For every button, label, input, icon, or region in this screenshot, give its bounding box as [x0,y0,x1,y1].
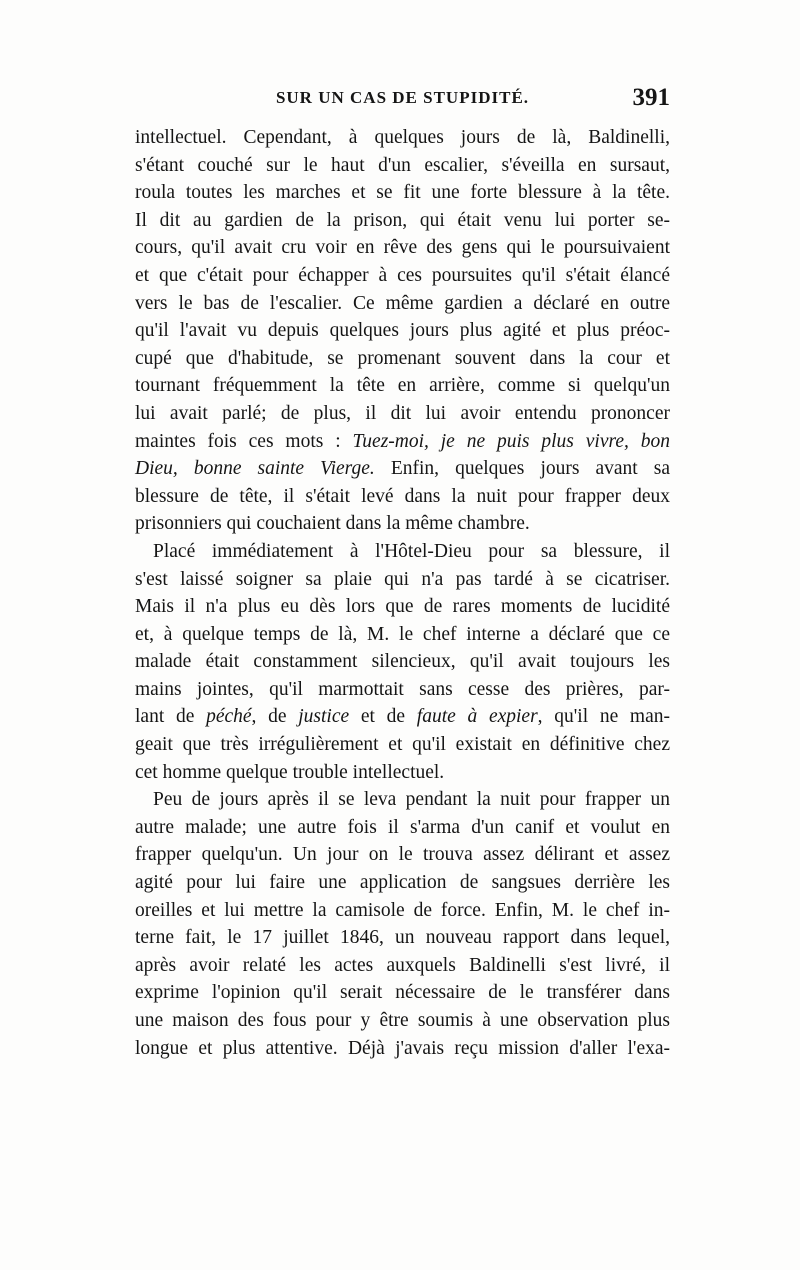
text-segment: autre malade; une autre fois il s'arma d'un canif et voulut en [135,816,670,838]
page-number: 391 [632,84,670,111]
text-line [135,786,670,814]
text-line [135,234,670,262]
italic-text: faute à expier [416,706,538,728]
text-segment: maintes fois ces mots : [135,430,353,452]
text-line [135,731,670,759]
text-segment: Placé immédiatement à l'Hôtel-Dieu pour sa blessure, il [153,540,670,562]
text-segment: Enfin, quelques jours avant sa [374,458,670,480]
text-line [135,538,670,566]
italic-text: Tuez-moi, je ne puis plus vivre, bon [352,430,670,452]
text-segment: , qu'il ne man- [537,706,670,728]
text-segment: mains jointes, qu'il marmottait sans cesse des prières, par- [135,678,670,700]
text-line [135,124,670,152]
text-segment: agité pour lui faire une application de sangsues derrière les [135,872,670,894]
text-segment: roula toutes les marches et se fit une forte blessure à la tête. [135,182,670,204]
text-line [135,759,670,787]
text-line [135,952,670,980]
text-line [135,703,670,731]
text-line [135,897,670,925]
text-line [135,566,670,594]
text-line [135,869,670,897]
text-line [135,483,670,511]
text-segment: frapper quelqu'un. Un jour on le trouva assez délirant et assez [135,844,670,866]
text-line [135,262,670,290]
text-segment: vers le bas de l'escalier. Ce même gardien a déclaré en outre [135,292,670,314]
text-segment: et de [349,706,417,728]
text-segment: geait que très irrégulièrement et qu'il existait en définitive chez [135,734,670,756]
text-segment: blessure de tête, il s'était levé dans la nuit pour frapper deux [135,485,670,507]
italic-text: justice [298,706,350,728]
text-segment: Il dit au gardien de la prison, qui était venu lui porter se- [135,209,670,231]
text-line [135,152,670,180]
text-segment: , de [251,706,299,728]
text-segment: une maison des fous pour y être soumis à une observation plus [135,1010,670,1031]
text-segment: exprime l'opinion qu'il serait nécessaire de le transférer dans [135,982,670,1004]
text-segment: lui avait parlé; de plus, il dit lui avoir entendu prononcer [135,402,670,424]
text-line [135,455,670,483]
text-segment: et, à quelque temps de là, M. le chef interne a déclaré que ce [135,623,670,645]
text-line [135,979,670,1007]
text-segment: terne fait, le 17 juillet 1846, un nouveau rapport dans lequel, [135,927,670,949]
text-segment: tournant fréquemment la tête en arrière, comme si quelqu'un [135,375,670,397]
text-line [135,814,670,842]
text-segment: après avoir relaté les actes auxquels Baldinelli s'est livré, il [135,954,670,976]
text-line [135,676,670,704]
text-line [135,345,670,373]
body-text [135,124,670,1062]
text-line [135,400,670,428]
text-segment: et que c'était pour échapper à ces poursuites qu'il s'était élancé [135,264,670,286]
italic-text: péché [206,706,252,728]
text-segment: Mais il n'a plus eu dès lors que de rares moments de lucidité [135,596,670,618]
text-segment: Peu de jours après il se leva pendant la nuit pour frapper un [153,789,670,811]
text-segment: oreilles et lui mettre la camisole de force. Enfin, M. le chef in- [135,899,670,921]
text-line [135,621,670,649]
running-header [135,84,670,118]
text-segment: cours, qu'il avait cru voir en rêve des gens qui le poursuivaient [135,237,670,259]
running-title: SUR UN CAS DE STUPIDITÉ. [275,88,530,107]
text-segment: prisonniers qui couchaient dans la même chambre. [135,513,530,535]
text-segment: lant de [135,706,207,728]
text-line [135,290,670,318]
text-segment: intellectuel. Cependant, à quelques jours de là, Baldinelli, [135,127,670,148]
text-segment: s'étant couché sur le haut d'un escalier, s'éveilla en sursaut, [135,154,670,176]
text-line [135,510,670,538]
text-segment: cet homme quelque trouble intellectuel. [135,761,445,783]
text-line [135,372,670,400]
text-line [135,1035,670,1063]
text-line [135,179,670,207]
text-segment: longue et plus attentive. Déjà j'avais reçu mission d'aller l'exa- [135,1037,670,1059]
text-line [135,207,670,235]
text-line [135,841,670,869]
text-segment: s'est laissé soigner sa plaie qui n'a pas tardé à se cicatriser. [135,568,670,590]
text-line [135,317,670,345]
text-line [135,1007,670,1035]
text-line [135,593,670,621]
text-line [135,428,670,456]
text-segment: malade était constamment silencieux, qu'il avait toujours les [135,651,670,673]
text-line [135,924,670,952]
italic-text: Dieu, bonne sainte Vierge. [135,458,375,480]
text-segment: cupé que d'habitude, se promenant souvent dans la cour et [135,347,670,369]
text-line [135,648,670,676]
text-segment: qu'il l'avait vu depuis quelques jours plus agité et plus préoc- [135,320,670,342]
